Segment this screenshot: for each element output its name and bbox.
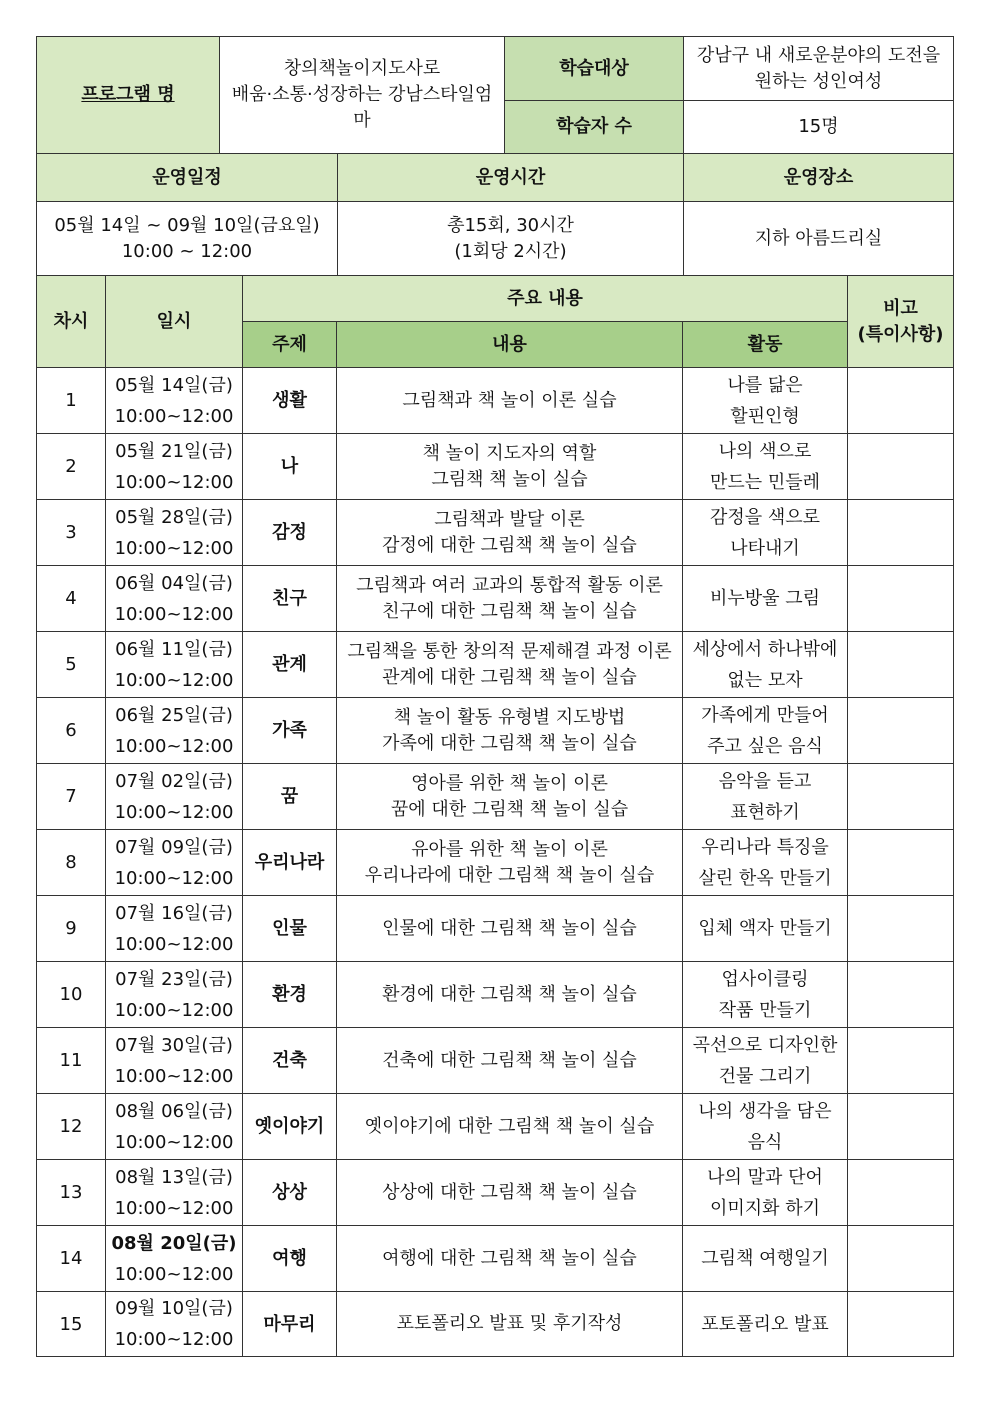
target-line2: 원하는 성인여성: [754, 70, 883, 92]
session-datetime-time: 10:00~12:00: [114, 801, 234, 823]
session-datetime: [106, 1160, 243, 1226]
target-line1: 강남구 내 새로운분야의 도전을: [696, 44, 941, 66]
session-activity-act2: 할핀인형: [730, 405, 800, 427]
session-topic: [243, 632, 337, 698]
session-datetime-time: 10:00~12:00: [114, 735, 234, 757]
session-number-no: 3: [65, 522, 77, 543]
session-datetime: [106, 1028, 243, 1094]
session-number: [37, 566, 106, 632]
session-topic: [243, 1160, 337, 1226]
session-datetime-time: 10:00~12:00: [114, 471, 234, 493]
session-number: [37, 1094, 106, 1160]
session-number: [37, 1028, 106, 1094]
session-content: [337, 368, 683, 434]
session-datetime: [106, 1094, 243, 1160]
session-content: [337, 698, 683, 764]
time-line2: (1회당 2시간): [454, 240, 567, 262]
session-activity-act2: 만드는 민들레: [709, 471, 821, 493]
header-note-line1: 비고: [883, 297, 918, 319]
session-datetime-time: 10:00~12:00: [114, 1263, 234, 1285]
session-note: [848, 764, 954, 830]
session-datetime-date: 06월 11일(금): [115, 638, 233, 660]
session-number: [37, 830, 106, 896]
session-content-content2: 우리나라에 대한 그림책 책 놀이 실습: [364, 864, 655, 886]
session-topic-topic: 생활: [272, 390, 307, 411]
table-row: [37, 632, 954, 698]
session-content-content1: 책 놀이 지도자의 역할: [422, 442, 597, 464]
session-number: [37, 896, 106, 962]
session-topic: [243, 830, 337, 896]
session-note: [848, 1292, 954, 1357]
session-datetime-time: 10:00~12:00: [114, 537, 234, 559]
time-cell: [338, 202, 684, 276]
session-content: [337, 566, 683, 632]
session-activity: [683, 1160, 848, 1226]
session-content-content1: 인물에 대한 그림책 책 놀이 실습: [382, 917, 637, 939]
session-topic: [243, 1094, 337, 1160]
session-number: [37, 1226, 106, 1292]
session-datetime: [106, 434, 243, 500]
session-datetime-date: 09월 10일(금): [115, 1298, 233, 1319]
session-datetime-date: 07월 09일(금): [115, 836, 233, 858]
header-note-line2: (특이사항): [857, 323, 944, 345]
session-activity: [683, 764, 848, 830]
session-activity: [683, 500, 848, 566]
session-activity-act2: 음식: [747, 1131, 783, 1153]
session-topic-topic: 여행: [272, 1248, 307, 1269]
session-number-no: 12: [59, 1116, 83, 1137]
session-activity: [683, 368, 848, 434]
table-row: [37, 566, 954, 632]
session-activity: [683, 1028, 848, 1094]
session-content-content2: 감정에 대한 그림책 책 놀이 실습: [382, 534, 637, 556]
session-activity-act1: 비누방울 그림: [709, 588, 821, 609]
session-content-content1: 그림책과 발달 이론: [434, 508, 585, 530]
session-number-no: 6: [65, 720, 77, 741]
schedule-body: [37, 368, 954, 1357]
table-row: [37, 434, 954, 500]
session-activity-act1: 입체 액자 만들기: [698, 918, 832, 939]
schedule-table: [36, 275, 954, 1357]
session-datetime: [106, 500, 243, 566]
session-topic: [243, 1226, 337, 1292]
session-topic-topic: 환경: [272, 984, 307, 1005]
schedule-line1: 05월 14일 ~ 09월 10일(금요일): [54, 214, 320, 236]
header-main-content: 주요 내용: [243, 276, 848, 322]
session-activity-act1: 나의 색으로: [718, 440, 812, 462]
time-line1: 총15회, 30시간: [447, 214, 574, 236]
session-topic: [243, 566, 337, 632]
session-activity-act1: 나의 생각을 담은: [698, 1100, 832, 1122]
session-activity-act1: 세상에서 하나밖에: [692, 638, 838, 660]
session-content-content1: 환경에 대한 그림책 책 놀이 실습: [382, 983, 637, 1005]
session-datetime-time: 10:00~12:00: [114, 1329, 234, 1350]
session-activity-act1: 그림책 여행일기: [701, 1248, 829, 1269]
session-topic: [243, 896, 337, 962]
session-activity: [683, 830, 848, 896]
session-note: [848, 1028, 954, 1094]
program-name-line2: 배움·소통·성장하는 강남스타일엄마: [231, 84, 493, 131]
session-content-content1: 여행에 대한 그림책 책 놀이 실습: [382, 1247, 637, 1269]
session-datetime: [106, 632, 243, 698]
session-datetime-time: 10:00~12:00: [114, 1197, 234, 1219]
header-session: 차시: [37, 276, 106, 368]
session-content: [337, 764, 683, 830]
session-activity-act1: 음악을 듣고: [718, 770, 812, 792]
session-content-content1: 그림책과 책 놀이 이론 실습: [402, 389, 617, 411]
header-note: [848, 276, 954, 368]
table-row: [37, 830, 954, 896]
header-activity: 활동: [683, 322, 848, 368]
session-activity: [683, 896, 848, 962]
header-content: 내용: [337, 322, 683, 368]
session-number: [37, 632, 106, 698]
table-row: [37, 896, 954, 962]
session-datetime-date: 07월 23일(금): [115, 968, 233, 990]
schedule-label: 운영일정: [37, 154, 338, 202]
session-activity-act1: 나의 말과 단어: [707, 1166, 823, 1188]
session-content: [337, 500, 683, 566]
table-row: [37, 1094, 954, 1160]
session-topic-topic: 옛이야기: [254, 1116, 325, 1137]
session-datetime-date: 05월 14일(금): [115, 374, 233, 396]
session-datetime: [106, 1226, 243, 1292]
session-number: [37, 434, 106, 500]
learner-count-value: 15명: [684, 101, 954, 154]
session-content-content2: 관계에 대한 그림책 책 놀이 실습: [382, 666, 637, 688]
session-activity: [683, 566, 848, 632]
session-number-no: 7: [65, 786, 77, 807]
session-datetime-date: 07월 16일(금): [115, 902, 233, 924]
session-datetime-time: 10:00~12:00: [114, 603, 234, 625]
learner-count-label: 학습자 수: [505, 101, 684, 154]
table-row: [37, 1226, 954, 1292]
session-datetime: [106, 896, 243, 962]
session-topic-topic: 우리나라: [254, 852, 325, 873]
session-datetime: [106, 1292, 243, 1357]
session-datetime-date: 06월 25일(금): [115, 704, 233, 726]
session-activity: [683, 698, 848, 764]
session-topic-topic: 인물: [272, 918, 307, 939]
session-note: [848, 1094, 954, 1160]
session-topic-topic: 상상: [272, 1182, 307, 1203]
session-topic-topic: 마무리: [263, 1313, 316, 1335]
time-label: 운영시간: [338, 154, 684, 202]
session-note: [848, 632, 954, 698]
table-row: [37, 1028, 954, 1094]
session-datetime-date: 08월 06일(금): [115, 1100, 233, 1122]
session-number: [37, 368, 106, 434]
session-activity: [683, 962, 848, 1028]
session-activity-act1: 가족에게 만들어: [701, 704, 829, 726]
session-datetime-date: 08월 20일(금): [111, 1232, 237, 1254]
session-datetime: [106, 962, 243, 1028]
session-activity-act1: 업사이클링: [721, 968, 809, 990]
session-datetime-date: 08월 13일(금): [115, 1166, 233, 1188]
session-note: [848, 896, 954, 962]
session-datetime-time: 10:00~12:00: [114, 867, 234, 889]
session-topic: [243, 368, 337, 434]
session-content-content1: 영아를 위한 책 놀이 이론: [411, 772, 608, 794]
session-datetime: [106, 830, 243, 896]
session-datetime-date: 07월 02일(금): [115, 770, 233, 792]
target-label: 학습대상: [505, 37, 684, 101]
session-note: [848, 368, 954, 434]
session-note: [848, 1226, 954, 1292]
session-number-no: 5: [65, 654, 77, 675]
session-number-no: 2: [65, 456, 77, 477]
session-number: [37, 1160, 106, 1226]
header-date: 일시: [106, 276, 243, 368]
session-topic-topic: 나: [280, 456, 299, 477]
session-number: [37, 500, 106, 566]
session-content: [337, 1292, 683, 1357]
session-content-content1: 책 놀이 활동 유형별 지도방법: [393, 706, 626, 728]
session-datetime-time: 10:00~12:00: [114, 999, 234, 1021]
session-content-content1: 그림책을 통한 창의적 문제해결 과정 이론: [347, 640, 672, 662]
session-number-no: 1: [65, 390, 77, 411]
session-number-no: 8: [65, 852, 77, 873]
session-content: [337, 896, 683, 962]
program-name-line1: 창의책놀이지도사로: [283, 58, 441, 79]
session-activity: [683, 1292, 848, 1357]
session-number: [37, 1292, 106, 1357]
program-name-cell: [220, 37, 505, 154]
session-content-content2: 친구에 대한 그림책 책 놀이 실습: [382, 600, 637, 622]
session-datetime: [106, 764, 243, 830]
session-topic: [243, 1028, 337, 1094]
session-topic-topic: 감정: [272, 522, 307, 543]
table-row: [37, 962, 954, 1028]
session-activity-act2: 나타내기: [730, 537, 800, 559]
session-content-content1: 그림책과 여러 교과의 통합적 활동 이론: [356, 574, 663, 596]
session-note: [848, 830, 954, 896]
session-content-content1: 포토폴리오 발표 및 후기작성: [396, 1313, 623, 1334]
schedule-cell: [37, 202, 338, 276]
session-activity-act2: 주고 싶은 음식: [707, 735, 823, 757]
session-topic: [243, 962, 337, 1028]
table-row: [37, 500, 954, 566]
session-datetime: [106, 698, 243, 764]
schedule-line2: 10:00 ~ 12:00: [121, 240, 253, 262]
session-activity-act2: 이미지화 하기: [709, 1197, 821, 1219]
session-content-content1: 유아를 위한 책 놀이 이론: [411, 838, 608, 860]
session-activity-act1: 감정을 색으로: [709, 506, 821, 528]
session-activity-act1: 포토폴리오 발표: [701, 1313, 829, 1335]
session-content-content2: 꿈에 대한 그림책 책 놀이 실습: [390, 798, 629, 820]
session-content: [337, 1094, 683, 1160]
session-topic: [243, 698, 337, 764]
session-datetime-date: 05월 28일(금): [115, 506, 233, 528]
session-number-no: 13: [59, 1182, 83, 1203]
session-content: [337, 632, 683, 698]
session-datetime-date: 06월 04일(금): [115, 572, 233, 594]
session-content-content2: 그림책 책 놀이 실습: [431, 468, 588, 490]
session-activity: [683, 632, 848, 698]
session-content: [337, 830, 683, 896]
table-row: [37, 698, 954, 764]
session-note: [848, 566, 954, 632]
session-datetime-time: 10:00~12:00: [114, 1131, 234, 1153]
session-topic: [243, 1292, 337, 1357]
program-info-table: [36, 36, 954, 154]
session-number-no: 15: [59, 1313, 83, 1335]
session-note: [848, 500, 954, 566]
session-number-no: 14: [59, 1248, 83, 1269]
session-topic: [243, 500, 337, 566]
session-activity-act1: 우리나라 특징을: [701, 836, 829, 858]
session-number: [37, 698, 106, 764]
session-activity-act2: 표현하기: [730, 801, 800, 823]
session-activity-act1: 곡선으로 디자인한: [692, 1034, 838, 1056]
session-number-no: 9: [65, 918, 77, 939]
session-topic: [243, 764, 337, 830]
session-topic-topic: 관계: [272, 654, 307, 675]
session-datetime-date: 07월 30일(금): [115, 1034, 233, 1056]
session-datetime-time: 10:00~12:00: [114, 405, 234, 427]
session-content: [337, 1028, 683, 1094]
session-content: [337, 962, 683, 1028]
session-content: [337, 1226, 683, 1292]
session-topic-topic: 건축: [272, 1050, 307, 1071]
session-topic-topic: 가족: [272, 720, 307, 741]
session-note: [848, 698, 954, 764]
session-activity-act1: 나를 닮은: [727, 374, 803, 396]
session-number-no: 11: [59, 1050, 83, 1071]
table-row: [37, 1292, 954, 1357]
session-datetime: [106, 368, 243, 434]
session-content-content2: 가족에 대한 그림책 책 놀이 실습: [382, 732, 637, 754]
session-content: [337, 434, 683, 500]
session-content-content1: 옛이야기에 대한 그림책 책 놀이 실습: [364, 1115, 655, 1137]
session-content: [337, 1160, 683, 1226]
session-topic-topic: 꿈: [280, 786, 299, 807]
session-datetime-time: 10:00~12:00: [114, 669, 234, 691]
session-topic: [243, 434, 337, 500]
session-note: [848, 434, 954, 500]
session-activity-act2: 작품 만들기: [718, 999, 812, 1021]
session-datetime-date: 05월 21일(금): [115, 440, 233, 462]
session-number-no: 10: [59, 984, 83, 1005]
session-note: [848, 962, 954, 1028]
table-row: [37, 764, 954, 830]
session-datetime-time: 10:00~12:00: [114, 933, 234, 955]
place-value: 지하 아름드리실: [684, 202, 954, 276]
table-row: [37, 1160, 954, 1226]
session-datetime-time: 10:00~12:00: [114, 1065, 234, 1087]
session-note: [848, 1160, 954, 1226]
session-datetime: [106, 566, 243, 632]
session-number: [37, 962, 106, 1028]
operation-table: [36, 153, 954, 276]
session-activity-act2: 없는 모자: [727, 669, 803, 691]
session-content-content1: 상상에 대한 그림책 책 놀이 실습: [382, 1181, 637, 1203]
session-number: [37, 764, 106, 830]
table-row: [37, 368, 954, 434]
session-activity-act2: 건물 그리기: [718, 1065, 812, 1087]
program-name-label: 프로그램 명: [37, 37, 220, 154]
place-label: 운영장소: [684, 154, 954, 202]
session-activity: [683, 1094, 848, 1160]
session-topic-topic: 친구: [272, 588, 307, 609]
session-number-no: 4: [65, 588, 77, 609]
session-content-content1: 건축에 대한 그림책 책 놀이 실습: [382, 1049, 637, 1071]
target-cell: [684, 37, 954, 101]
session-activity: [683, 1226, 848, 1292]
header-topic: 주제: [243, 322, 337, 368]
session-activity: [683, 434, 848, 500]
session-activity-act2: 살린 한옥 만들기: [698, 867, 832, 889]
